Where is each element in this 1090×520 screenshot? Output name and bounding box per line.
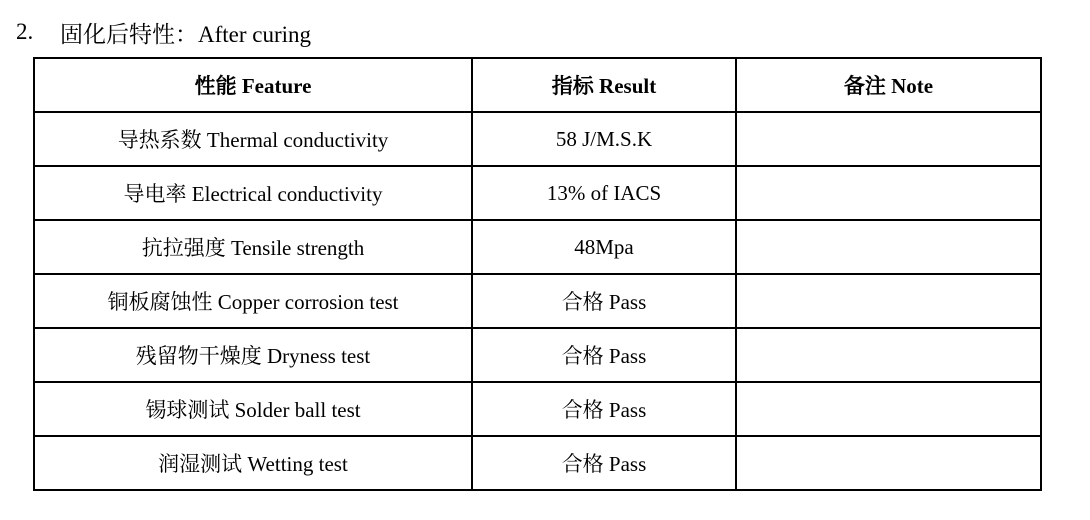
result-cell: 合格 Pass: [472, 382, 736, 436]
feature-cell: 残留物干燥度 Dryness test: [34, 328, 472, 382]
note-cell: [736, 382, 1041, 436]
after-curing-properties-table: [33, 57, 1042, 491]
feature-cell: 铜板腐蚀性 Copper corrosion test: [34, 274, 472, 328]
section-heading: [16, 14, 311, 50]
feature-cell: 抗拉强度 Tensile strength: [34, 220, 472, 274]
header-feature: 性能 Feature: [34, 58, 472, 112]
table-row: [34, 382, 1041, 436]
result-cell: 58 J/M.S.K: [472, 112, 736, 166]
table-row: [34, 328, 1041, 382]
header-result: 指标 Result: [472, 58, 736, 112]
table-row: [34, 112, 1041, 166]
table-header-row: [34, 58, 1041, 112]
table-row: [34, 220, 1041, 274]
table-row: [34, 166, 1041, 220]
feature-cell: 导电率 Electrical conductivity: [34, 166, 472, 220]
header-note: 备注 Note: [736, 58, 1041, 112]
table-row: [34, 274, 1041, 328]
section-number: 2.: [16, 19, 34, 44]
table-row: [34, 436, 1041, 490]
note-cell: [736, 328, 1041, 382]
feature-cell: 润湿测试 Wetting test: [34, 436, 472, 490]
feature-cell: 锡球测试 Solder ball test: [34, 382, 472, 436]
result-cell: 13% of IACS: [472, 166, 736, 220]
note-cell: [736, 166, 1041, 220]
note-cell: [736, 274, 1041, 328]
note-cell: [736, 112, 1041, 166]
result-cell: 合格 Pass: [472, 328, 736, 382]
feature-cell: 导热系数 Thermal conductivity: [34, 112, 472, 166]
section-title: 固化后特性：After curing: [60, 21, 312, 47]
result-cell: 48Mpa: [472, 220, 736, 274]
note-cell: [736, 436, 1041, 490]
result-cell: 合格 Pass: [472, 436, 736, 490]
result-cell: 合格 Pass: [472, 274, 736, 328]
note-cell: [736, 220, 1041, 274]
